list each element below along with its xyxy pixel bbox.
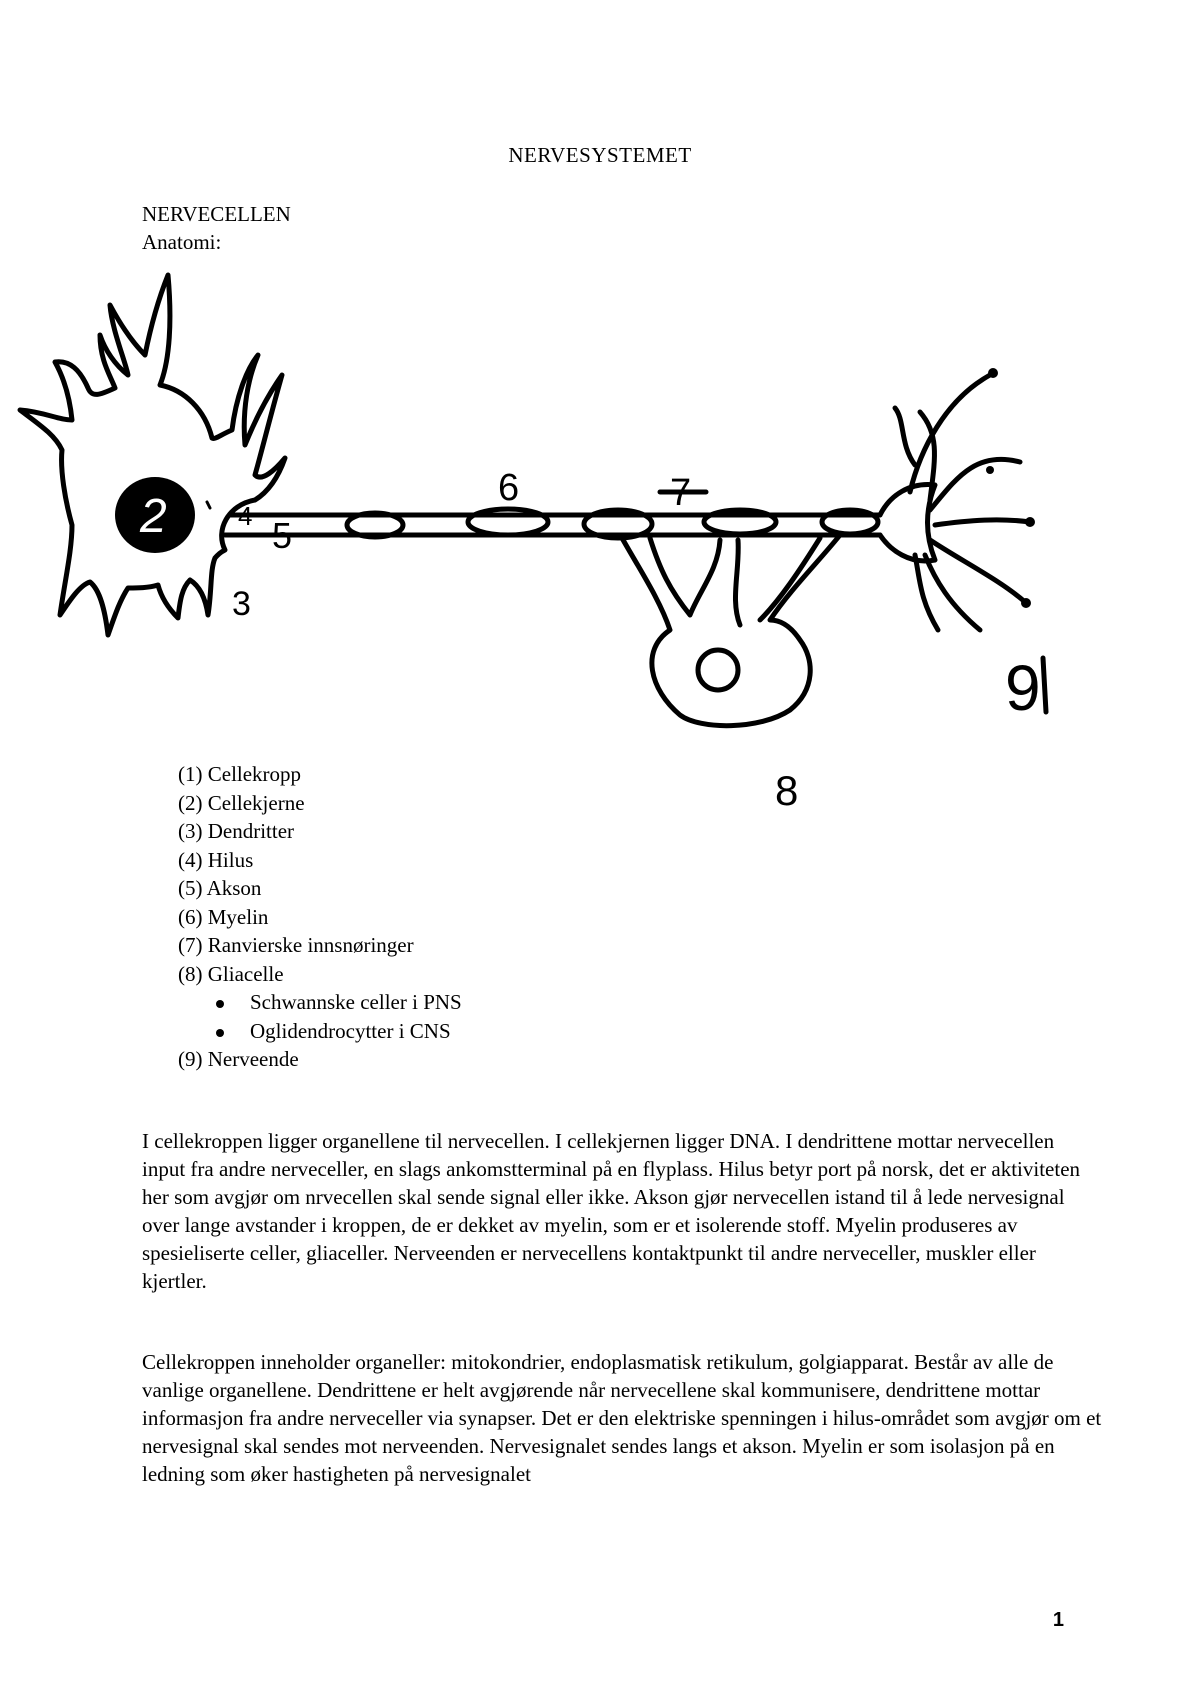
number-label-5: 5: [272, 515, 293, 556]
list-item: (4) Hilus: [178, 847, 254, 872]
section-subheading: Anatomi:: [142, 230, 222, 254]
list-item: (9) Nerveende: [178, 1047, 299, 1071]
gliacelle-sublist: [178, 988, 462, 1045]
number-label-3: 3: [232, 585, 251, 623]
number-label-8: 8: [775, 767, 799, 814]
number-label-9: 9: [1005, 652, 1041, 724]
page-number: 1: [1052, 1609, 1064, 1631]
list-item: (5) Akson: [178, 876, 262, 900]
glial-nucleus: [698, 650, 738, 690]
number-label-7: 7: [670, 472, 692, 514]
list-item: (3) Dendritter: [178, 819, 295, 843]
number-label-4: 4: [238, 501, 253, 531]
paragraph: Cellekroppen inneholder organeller: mitokondrier, endoplasmatisk retikulum, golgiapparat. Består av alle de vanlige organellene. Dendrittene er helt avgjørende når nervecellene skal kommunisere, dendrittene mottar informasjon fra andre nerveceller via synapser. Det er den elektriske spenningen i hilus-området som avgjør om et nervesignal skal sendes mot nerveenden. Nervesignalet sendes langs et akson. Myelin er som isolasjon på en ledning som øker hastigheten på nervesignalet: [142, 1350, 1102, 1486]
sublist-item: [250, 988, 462, 1017]
glial-cell-outline: [622, 535, 840, 726]
list-item: (2) Cellekjerne: [178, 790, 305, 815]
bullet-icon: [216, 1000, 224, 1008]
paragraph: I cellekroppen ligger organellene til nervecellen. I cellekjernen ligger DNA. I dendrittene mottar nervecellen input fra andre nerveceller, en slags ankomstterminal på en flyplass. Hilus betyr port på norsk, det er aktiviteten her som avgjør om nrvecellen skal sende signal eller ikke. Akson gjør nervecellen istand til å lede nervesignal over lange avstander i kroppen, de er dekket av myelin, som er et isolerende stoff. Myelin produseres av spesieliserte celler, gliaceller. Nerveenden er nervecellens kontaktpunkt til andre nerveceller, muskler eller kjertler.: [142, 1129, 1081, 1293]
number-label-2: 2: [140, 490, 167, 543]
gliacelle-sublist-container: [178, 988, 462, 1045]
sublist-item-text: Oglidendrocytter i CNS: [250, 1018, 451, 1043]
bullet-icon: [216, 1029, 224, 1037]
section-heading: NERVECELLEN: [142, 202, 291, 226]
label-list: [178, 760, 462, 1074]
list-item: (8) Gliacelle: [178, 961, 284, 986]
section-heading-block: [142, 200, 291, 256]
list-item: (7) Ranvierske innsnøringer: [178, 933, 414, 957]
page-title: NERVESYSTEMET: [508, 143, 692, 167]
cell-body-outline: [20, 275, 285, 635]
list-item: (1) Cellekropp: [178, 762, 302, 786]
list-item: (6) Myelin: [178, 904, 269, 929]
neuron-drawing: [0, 270, 1200, 830]
number-label-6: 6: [498, 467, 520, 509]
sublist-item-text: Schwannske celler i PNS: [250, 990, 462, 1014]
sublist-item: [250, 1017, 462, 1046]
